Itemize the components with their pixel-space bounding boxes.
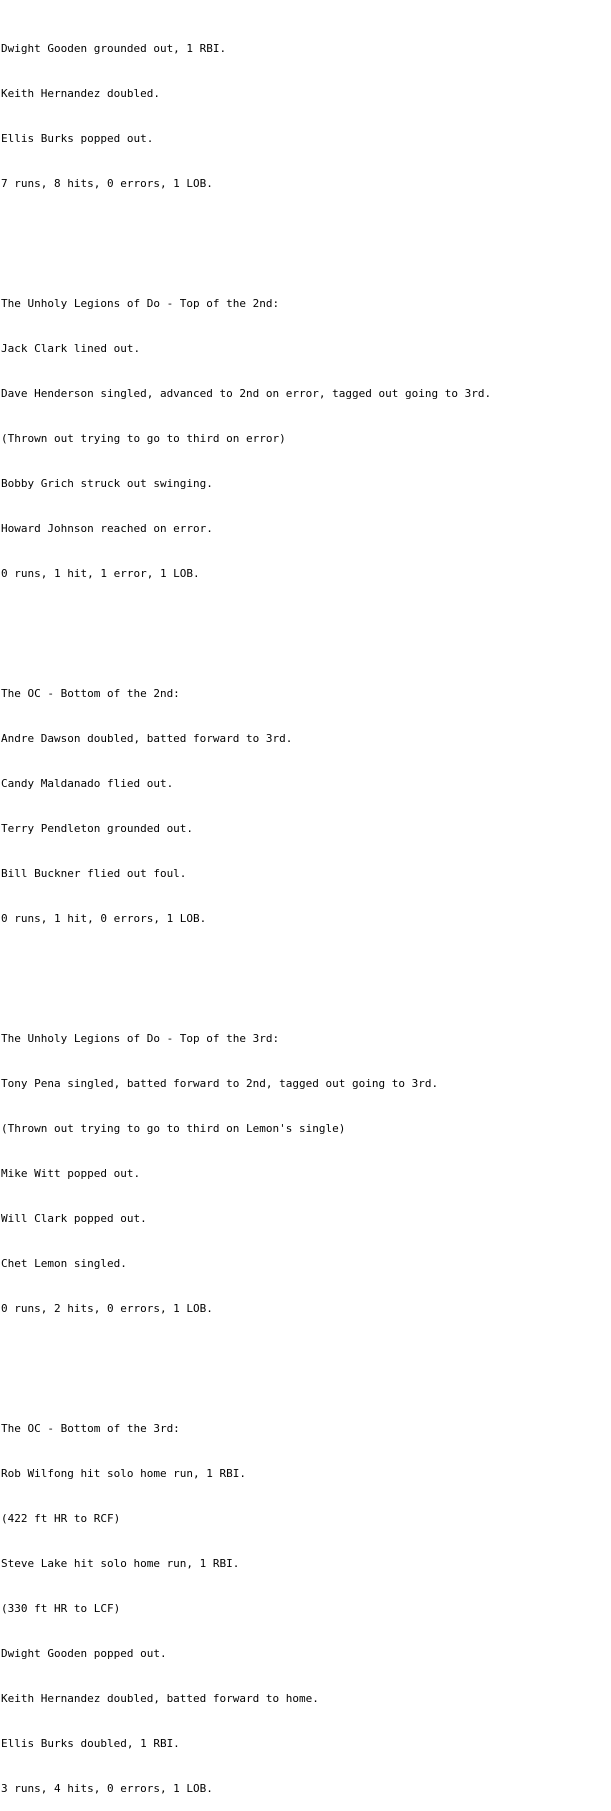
play-line: Jack Clark lined out. [1, 342, 141, 355]
play-line: Dave Henderson singled, advanced to 2nd on error, tagged out going to 3rd. [1, 387, 492, 400]
spacer [1, 956, 491, 971]
half-inning-header: The OC - Bottom of the 3rd: [1, 1422, 180, 1435]
play-note: (Thrown out trying to go to third on error) [1, 432, 286, 445]
half-inning-header: The Unholy Legions of Do - Top of the 2nd: [1, 297, 280, 310]
play-line: Tony Pena singled, batted forward to 2nd, tagged out going to 3rd. [1, 1077, 439, 1090]
half-inning-header: The OC - Bottom of the 2nd: [1, 687, 180, 700]
play-note: (422 ft HR to RCF) [1, 1512, 121, 1525]
play-line: Andre Dawson doubled, batted forward to 3rd. [1, 732, 293, 745]
play-line: Ellis Burks doubled, 1 RBI. [1, 1737, 180, 1750]
spacer [1, 221, 491, 236]
play-note: (Thrown out trying to go to third on Lemon's single) [1, 1122, 346, 1135]
inning-summary: 0 runs, 2 hits, 0 errors, 1 LOB. [1, 1302, 213, 1315]
play-line: Will Clark popped out. [1, 1212, 147, 1225]
inning-summary: 0 runs, 1 hit, 1 error, 1 LOB. [1, 567, 200, 580]
play-note: (330 ft HR to LCF) [1, 1602, 121, 1615]
inning-summary: 3 runs, 4 hits, 0 errors, 1 LOB. [1, 1782, 213, 1795]
half-inning-header: The Unholy Legions of Do - Top of the 3rd: [1, 1032, 280, 1045]
play-line: Chet Lemon singled. [1, 1257, 127, 1270]
play-line: Bill Buckner flied out foul. [1, 867, 187, 880]
play-line: Dwight Gooden grounded out, 1 RBI. [1, 42, 227, 55]
play-line: Ellis Burks popped out. [1, 132, 154, 145]
spacer [1, 1346, 491, 1361]
play-line: Dwight Gooden popped out. [1, 1647, 167, 1660]
play-line: Howard Johnson reached on error. [1, 522, 213, 535]
play-line: Terry Pendleton grounded out. [1, 822, 194, 835]
inning-summary: 7 runs, 8 hits, 0 errors, 1 LOB. [1, 177, 213, 190]
play-line: Rob Wilfong hit solo home run, 1 RBI. [1, 1467, 247, 1480]
spacer [1, 611, 491, 626]
play-line: Keith Hernandez doubled, batted forward to home. [1, 1692, 319, 1705]
play-line: Bobby Grich struck out swinging. [1, 477, 213, 490]
play-line: Mike Witt popped out. [1, 1167, 141, 1180]
play-line: Steve Lake hit solo home run, 1 RBI. [1, 1557, 240, 1570]
play-line: Candy Maldanado flied out. [1, 777, 174, 790]
inning-summary: 0 runs, 1 hit, 0 errors, 1 LOB. [1, 912, 207, 925]
play-line: Keith Hernandez doubled. [1, 87, 160, 100]
